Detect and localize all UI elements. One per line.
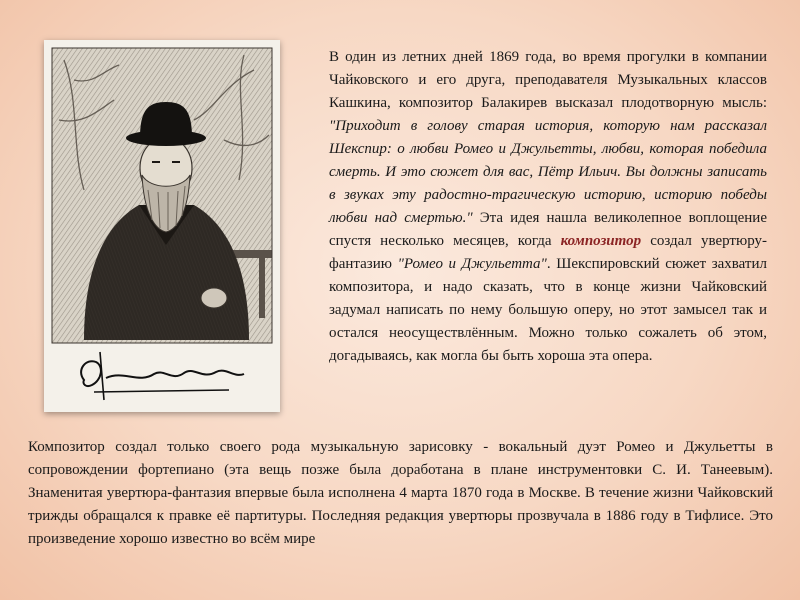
paragraph-text-intro: В один из летних дней 1869 года, во время прогулки в компании Чайковского и его друга, преподавателя Музыкальных классов Кашкина, композитор Балакирев высказал плодотворную мысль: [329,49,767,111]
bottom-paragraph: Композитор создал только своего рода музыкальную зарисовку - вокальный дуэт Ромео и Джульетты в сопровождении фортепиано (эта вещь позже была доработана в плане инструментовки С. И. Танеевым). Знаменитая увертюра-фантазия впервые была исполнена 4 марта 1870 года в Москве. В течение жизни Чайковский трижды обращался к правке её партитуры. Последняя редакция увертюры прозвучала в 1886 году в Тифлисе. Это произведение хорошо известно во всём мире [28,439,773,547]
balakirev-quote: "Приходит в голову старая история, которую нам рассказал Шекспир: о любви Ромео и Джульетты, любви, которая победила смерть. И это сюжет для вас, Пётр Ильич. Вы должны записать в звуках эту радостно-трагическую историю, историю победы любви над смертью." [329,118,767,226]
composer-link[interactable]: композитор [560,233,642,249]
portrait-drawing [44,40,280,412]
paragraph-text-ending: . Шекспировский сюжет захватил композитора, и надо сказать, что в конце жизни Чайковский задумал написать по нему большую оперу, но этот замысел так и остался неосуществлённым. Можно только сожалеть об этом, догадываясь, как могла бы быть хороша эта опера. [329,256,767,364]
main-paragraph [329,46,767,368]
portrait-image [44,40,280,412]
paragraph-text-continuation: Эта идея нашла великолепное воплощение спустя несколько месяцев, когда [329,210,767,249]
paragraph-text-overture: создал увертюру-фантазию [329,233,767,272]
overture-title: "Ромео и Джульетта" [397,256,547,272]
